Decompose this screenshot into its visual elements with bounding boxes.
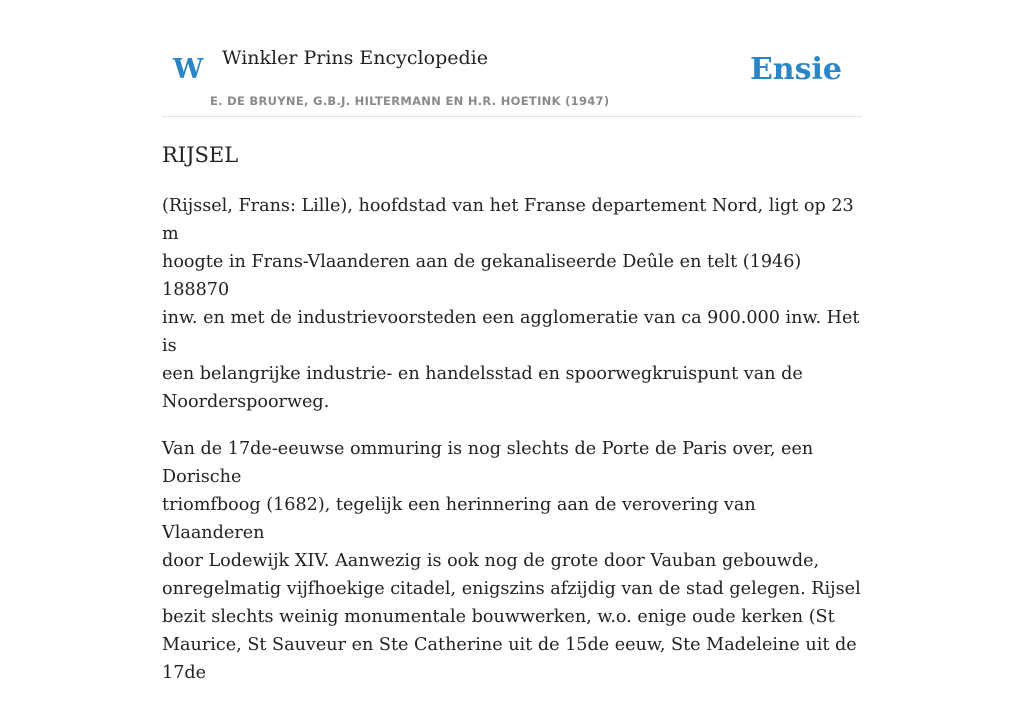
ensie-brand-logo[interactable]: Ensie (749, 52, 842, 87)
entry-title: RIJSEL (162, 143, 239, 167)
publication-authors: E. DE BRUYNE, G.B.J. HILTERMANN EN H.R. HOETINK (1947) (210, 94, 610, 108)
publication-title[interactable]: Winkler Prins Encyclopedie (222, 47, 488, 69)
article-paragraph: Van de 17de-eeuwse ommuring is nog slechts de Porte de Paris over, een Dorische triomfboog (1682), tegelijk een herinnering aan de verovering van Vlaanderen door Lodewijk XIV. Aanwezig is ook nog de grote door Vauban gebouwde, onregelmatig vijfhoekige citadel, enigszins afzijdig van de stad gelegen. Rijsel bezit slechts weinig monumentale bouwwerken, w.o. enige oude kerken (St Maurice, St Sauveur en Ste Catherine uit de 15de eeuw, Ste Madeleine uit de 17de (162, 439, 861, 683)
site-header (162, 0, 862, 117)
article-body (162, 192, 862, 706)
article-paragraph: (Rijssel, Frans: Lille), hoofdstad van het Franse departement Nord, ligt op 23 m hoogte in Frans-Vlaanderen aan de gekanaliseerde Deûle en telt (1946) 188870 inw. en met de industrievoorsteden een agglomeratie van ca 900.000 inw. Het is een belangrijke industrie- en handelsstad en spoorwegkruispunt van de Noorderspoorweg. (162, 196, 860, 412)
encyclopedia-logo[interactable]: W (173, 54, 204, 85)
